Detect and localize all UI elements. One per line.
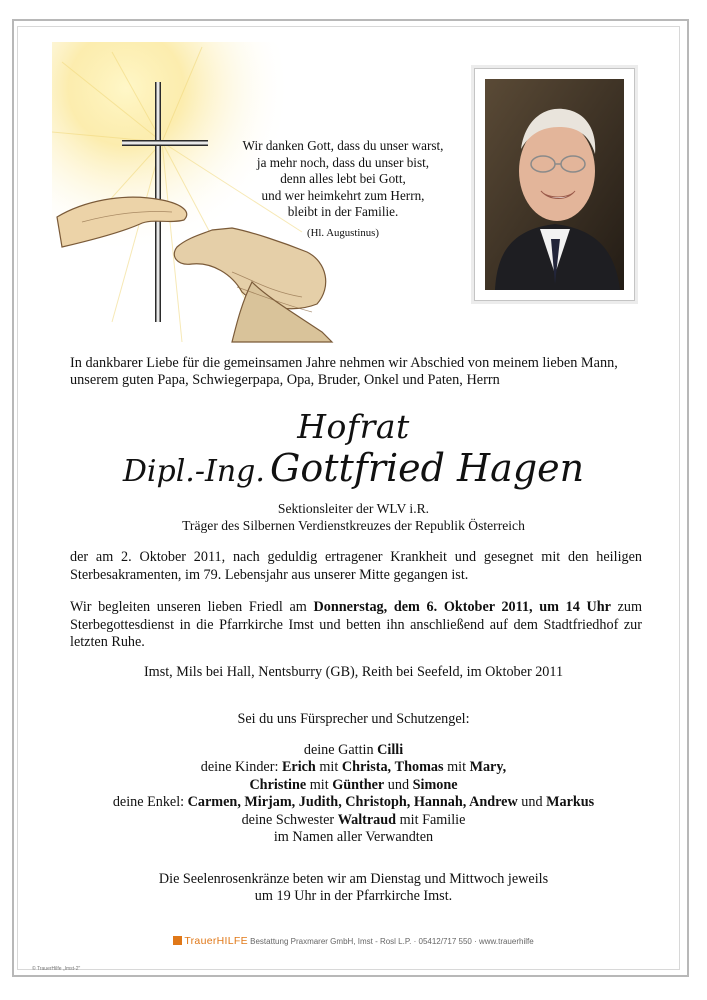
sister-suffix: mit Familie xyxy=(396,811,466,828)
poem-source: (Hl. Augustinus) xyxy=(307,226,379,239)
footer-details: Bestattung Praxmarer GmbH, Imst - Rosl L.P. · 05412/717 550 · www.trauerhilfe xyxy=(250,937,534,946)
funeral-text: zum Sterbegottesdienst in die Pfarrkirche Imst und betten ihn anschließend auf dem Stadtfriedhof zur letzten Ruhe. xyxy=(70,599,642,651)
rosary-line: um 19 Uhr in der Pfarrkirche Imst. xyxy=(254,888,453,905)
child-name: Erich xyxy=(281,759,316,776)
rosary-info xyxy=(0,871,707,906)
funeral-date: Donnerstag, dem 6. Oktober 2011, um 14 Uhr xyxy=(313,599,611,615)
child-name: Simone xyxy=(412,776,458,793)
degree: Dipl.-Ing. xyxy=(122,454,265,489)
death-notice-text: der am 2. Oktober 2011, nach geduldig ertragener Krankheit und gesegnet mit den heiligen Sterbesakramenten, im 79. Lebensjahr aus unserer Mitte gegangen ist. xyxy=(70,549,642,583)
deceased-name xyxy=(0,446,707,490)
grandchildren-prefix: deine Enkel: xyxy=(112,794,188,811)
poem-line: ja mehr noch, dass du unser bist, xyxy=(256,154,430,170)
full-name: Gottfried Hagen xyxy=(269,446,585,490)
trauerhilfe-logo-icon xyxy=(173,936,182,945)
wife-name: Cilli xyxy=(377,742,404,758)
portrait-photo xyxy=(485,79,624,290)
honorific-title: Hofrat xyxy=(297,407,410,446)
portrait-frame xyxy=(474,68,635,301)
intro-text xyxy=(70,355,660,390)
death-notice xyxy=(70,549,642,584)
children-prefix: deine Kinder: xyxy=(200,759,282,776)
connector: mit xyxy=(443,759,470,776)
connector: mit xyxy=(315,759,342,776)
plea: Sei du uns Fürsprecher und Schutzengel: xyxy=(237,711,470,727)
places-date: Imst, Mils bei Hall, Nentsburry (GB), Reith bei Seefeld, im Oktober 2011 xyxy=(143,664,564,680)
grandchild-name: Markus xyxy=(546,794,595,811)
child-name: Christine xyxy=(249,776,307,793)
sister-name: Waltraud xyxy=(337,811,397,828)
poem xyxy=(225,138,461,242)
title-line: Sektionsleiter der WLV i.R. xyxy=(277,501,430,516)
grandchildren-names: Carmen, Mirjam, Judith, Christoph, Hannah, Andrew xyxy=(187,794,518,811)
child-name: Thomas xyxy=(394,759,444,776)
poem-line: denn alles lebt bei Gott, xyxy=(280,171,406,187)
title-line: Träger des Silbernen Verdienstkreuzes der Republik Österreich xyxy=(182,518,525,534)
funeral-info xyxy=(70,599,642,652)
wife-prefix: deine Gattin xyxy=(303,742,378,758)
connector: und xyxy=(384,776,413,793)
family-list xyxy=(0,742,707,846)
funeral-text: Wir begleiten unseren lieben Friedl am xyxy=(70,599,314,615)
titles xyxy=(0,500,707,534)
poem-line: bleibt in der Familie. xyxy=(287,204,399,220)
poem-line: Wir danken Gott, dass du unser warst, xyxy=(242,138,444,153)
footer-brand: TrauerHILFE xyxy=(184,935,248,947)
relatives-line: im Namen aller Verwandten xyxy=(273,829,434,846)
connector: mit xyxy=(306,776,333,793)
spouse-name: Mary, xyxy=(469,759,507,776)
intro-line: In dankbarer Liebe für die gemeinsamen Jahre nehmen wir Abschied von meinem lieben Mann, xyxy=(70,355,618,371)
rosary-line: Die Seelenrosenkränze beten wir am Dienstag und Mittwoch jeweils xyxy=(158,871,549,887)
spouse-name: Christa, xyxy=(341,759,392,776)
spouse-name: Günther xyxy=(332,776,385,793)
intro-line: unserem guten Papa, Schwiegerpapa, Opa, Bruder, Onkel und Paten, Herrn xyxy=(70,372,500,389)
sister-prefix: deine Schwester xyxy=(241,811,338,828)
poem-line: und wer heimkehrt zum Herrn, xyxy=(261,187,425,203)
copyright: © TrauerHilfe „Imst-2" xyxy=(32,966,81,972)
footer xyxy=(0,935,707,947)
connector: und xyxy=(517,794,547,811)
